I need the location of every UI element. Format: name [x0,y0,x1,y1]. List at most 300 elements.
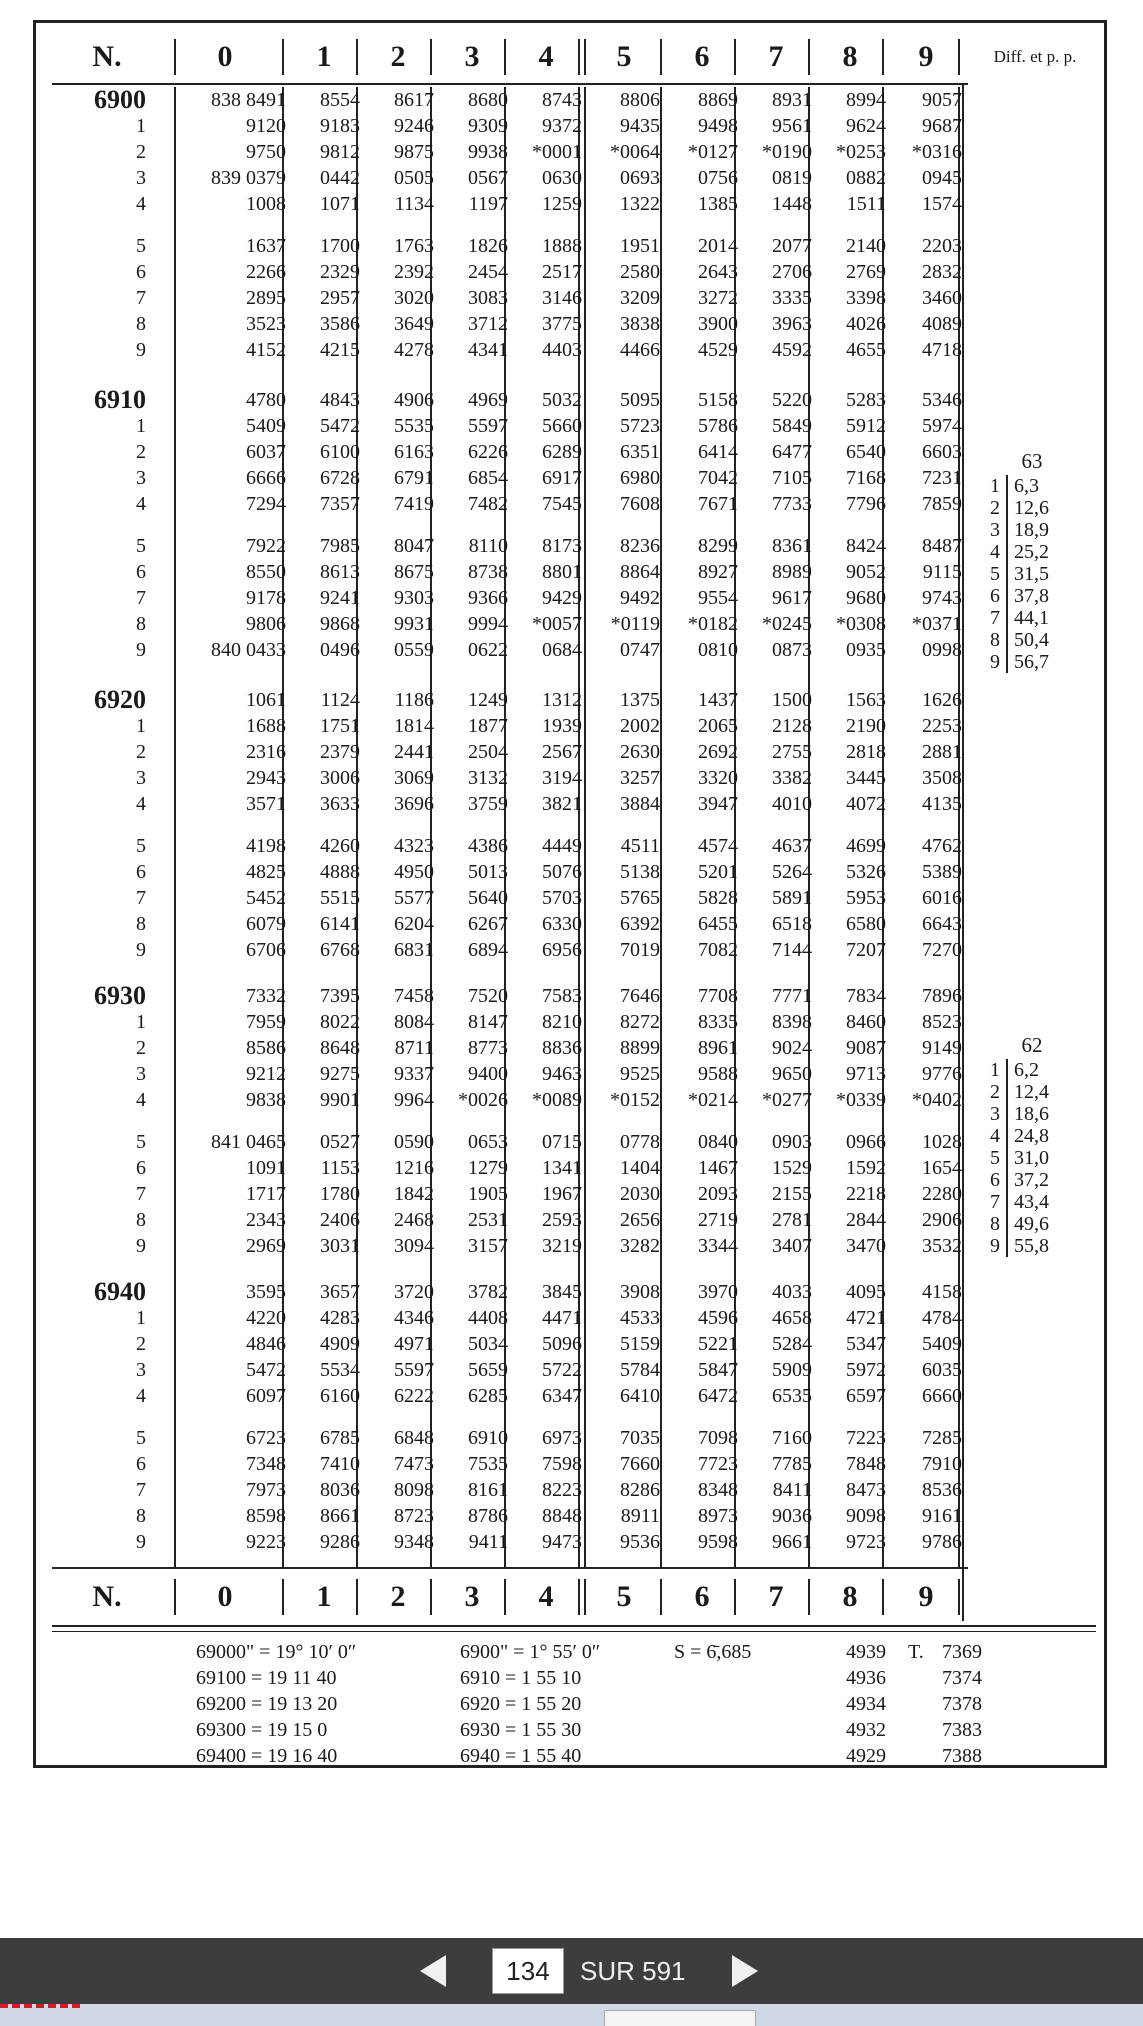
bottom-tab-strip [0,2004,1143,2026]
cell-value: 8487 [922,535,962,557]
header-n: N. [92,40,122,73]
column-rule [584,87,586,1567]
cell-value: 3069 [394,767,434,789]
row-number: 9 [136,939,146,961]
header-rule [882,1579,884,1615]
cell-value: 4950 [394,861,434,883]
cell-value: 1763 [394,235,434,257]
cell-value: 4135 [922,793,962,815]
footer-t_values-line: 7369 [942,1641,982,1663]
cell-value: 9561 [772,115,812,137]
cell-value: 6768 [320,939,360,961]
cell-value: 5597 [394,1359,434,1381]
cell-value: 7959 [246,1011,286,1033]
cell-value: 4971 [394,1333,434,1355]
cell-value: 5515 [320,887,360,909]
cell-value: 9057 [922,89,962,111]
cell-value: 1967 [542,1183,582,1205]
next-page-icon[interactable] [732,1955,758,1987]
cell-value: 3398 [846,287,886,309]
cell-value: 3094 [394,1235,434,1257]
cell-value: 5597 [468,415,508,437]
cell-value: 7834 [846,985,886,1007]
cell-value: 6037 [246,441,286,463]
cell-value: 8223 [542,1479,582,1501]
row-number: 9 [136,639,146,661]
row-number: 3 [136,767,146,789]
cell-value: 3782 [468,1281,508,1303]
cell-value: 3633 [320,793,360,815]
cell-value: 6723 [246,1427,286,1449]
column-rule [660,87,662,1567]
cell-value: *0182 [688,613,738,635]
cell-value: 9098 [846,1505,886,1527]
cell-value: 1259 [542,193,582,215]
row-number: 2 [136,1333,146,1355]
cell-value: 7583 [542,985,582,1007]
cell-value: 4278 [394,339,434,361]
cell-value: 9938 [468,141,508,163]
row-number: 9 [136,339,146,361]
cell-value: 6791 [394,467,434,489]
cell-value: 6204 [394,913,434,935]
cell-value: 1529 [772,1157,812,1179]
cell-value: 1511 [846,193,886,215]
cell-value: 8424 [846,535,886,557]
diff-key: 4 [990,1125,1000,1147]
cell-value: 2140 [846,235,886,257]
cell-value: 6518 [772,913,812,935]
cell-value: 4260 [320,835,360,857]
row-number: 8 [136,313,146,335]
header-col-0: 0 [217,40,233,73]
cell-value: 8210 [542,1011,582,1033]
cell-value: 2706 [772,261,812,283]
cell-value: 3571 [246,793,286,815]
cell-value: 0810 [698,639,738,661]
cell-value: 3821 [542,793,582,815]
cell-value: 3470 [846,1235,886,1257]
header-rule [282,1579,284,1615]
cell-value: *0214 [688,1089,738,1111]
cell-value: 1028 [922,1131,962,1153]
cell-value: 4386 [468,835,508,857]
cell-value: 1826 [468,235,508,257]
cell-value: 0903 [772,1131,812,1153]
cell-value: *0277 [762,1089,812,1111]
header-col-2: 2 [390,1580,406,1613]
cell-value: 3272 [698,287,738,309]
cell-value: 5974 [922,415,962,437]
row-number: 6 [136,861,146,883]
cell-value: 8286 [620,1479,660,1501]
row-number: 4 [136,1089,146,1111]
cell-value: 5347 [846,1333,886,1355]
cell-value: 4095 [846,1281,886,1303]
cell-value: 839 0379 [211,167,286,189]
footer-s_values-line: 4932 [846,1719,886,1741]
cell-value: 8661 [320,1505,360,1527]
cell-value: 6956 [542,939,582,961]
footer-left-line: 69200 = 19 13 20 [196,1693,338,1715]
cell-value: 8961 [698,1037,738,1059]
diff-key: 8 [990,629,1000,651]
cell-value: 9303 [394,587,434,609]
row-number: 6940 [94,1277,146,1306]
cell-value: 8473 [846,1479,886,1501]
cell-value: 2656 [620,1209,660,1231]
diff-value: 18,9 [1006,519,1074,541]
cell-value: 1341 [542,1157,582,1179]
header-col-3: 3 [464,1580,480,1613]
cell-value: 5096 [542,1333,582,1355]
cell-value: 2077 [772,235,812,257]
row-number: 4 [136,493,146,515]
cell-value: 1124 [320,689,360,711]
cell-value: 8098 [394,1479,434,1501]
cell-value: 9838 [246,1089,286,1111]
cell-value: 3031 [320,1235,360,1257]
cell-value: 9178 [246,587,286,609]
cell-value: 9868 [320,613,360,635]
diff-key: 6 [990,585,1000,607]
cell-value: 5640 [468,887,508,909]
cell-value: 4762 [922,835,962,857]
diff-value: 18,6 [1006,1103,1074,1125]
cell-value: 6472 [698,1385,738,1407]
cell-value: 7042 [698,467,738,489]
cell-value: 4026 [846,313,886,335]
header-col-6: 6 [694,40,710,73]
cell-value: 8348 [698,1479,738,1501]
cell-value: 1877 [468,715,508,737]
header-rule [958,1579,960,1615]
footer-s_values-line: 4939 [846,1641,886,1663]
cell-value: 2844 [846,1209,886,1231]
cell-value: 7473 [394,1453,434,1475]
row-number: 5 [136,535,146,557]
cell-value: 5138 [620,861,660,883]
cell-value: 3407 [772,1235,812,1257]
cell-value: 6785 [320,1427,360,1449]
cell-value: 8848 [542,1505,582,1527]
cell-value: 3720 [394,1281,434,1303]
footer-t_values-line: 7378 [942,1693,982,1715]
cell-value: *0402 [912,1089,962,1111]
cell-value: 7671 [698,493,738,515]
cell-value: 9286 [320,1531,360,1553]
cell-value: 9994 [468,613,508,635]
cell-value: 8711 [394,1037,434,1059]
header-col-9: 9 [918,1580,934,1613]
cell-value: 2895 [246,287,286,309]
cell-value: 4718 [922,339,962,361]
cell-value: 6226 [468,441,508,463]
cell-value: 7646 [620,985,660,1007]
cell-value: 9598 [698,1531,738,1553]
footer-left-line: 69400 = 19 16 40 [196,1745,338,1767]
cell-value: 1780 [320,1183,360,1205]
footer-middle-line: 6930 = 1 55 30 [460,1719,582,1741]
cell-value: 9786 [922,1531,962,1553]
cell-value: 2755 [772,741,812,763]
cell-value: 3532 [922,1235,962,1257]
cell-value: 5013 [468,861,508,883]
cell-value: 2014 [698,235,738,257]
cell-value: 8299 [698,535,738,557]
row-number: 6 [136,1157,146,1179]
header-col-4: 4 [538,40,554,73]
cell-value: 8899 [620,1037,660,1059]
cell-value: 8411 [772,1479,812,1501]
header-col-2: 2 [390,40,406,73]
cell-value: 6643 [922,913,962,935]
cell-value: 6597 [846,1385,886,1407]
cell-value: 3947 [698,793,738,815]
header-diff: Diff. et p. p. [993,47,1077,66]
cell-value: 8989 [772,561,812,583]
cell-value: 7410 [320,1453,360,1475]
row-number: 5 [136,235,146,257]
cell-value: 4780 [246,389,286,411]
cell-value: 9492 [620,587,660,609]
cell-value: 3523 [246,313,286,335]
cell-value: 1216 [394,1157,434,1179]
cell-value: 2065 [698,715,738,737]
row-number: 7 [136,887,146,909]
cell-value: 2567 [542,741,582,763]
cell-value: 8617 [394,89,434,111]
column-header-bottom [52,1571,1094,1623]
row-number: 9 [136,1235,146,1257]
column-rule [174,87,176,1567]
cell-value: 8022 [320,1011,360,1033]
cell-value: 2881 [922,741,962,763]
cell-value: 7105 [772,467,812,489]
cell-value: 0966 [846,1131,886,1153]
cell-value: 7285 [922,1427,962,1449]
cell-value: 5034 [468,1333,508,1355]
diff-value: 56,7 [1006,651,1074,673]
header-col-7: 7 [768,40,784,73]
cell-value: 6706 [246,939,286,961]
cell-value: 8738 [468,561,508,583]
diff-key: 3 [990,1103,1000,1125]
cell-value: 7223 [846,1427,886,1449]
header-col-8: 8 [842,1580,858,1613]
diff-value: 55,8 [1006,1235,1074,1257]
cell-value: 5283 [846,389,886,411]
cell-value: 2504 [468,741,508,763]
cell-value: 8680 [468,89,508,111]
cell-value: 8801 [542,561,582,583]
cell-value: 1153 [320,1157,360,1179]
cell-value: 8110 [468,535,508,557]
cell-value: *0119 [610,613,660,635]
cell-value: 5095 [620,389,660,411]
cell-value: 4408 [468,1307,508,1329]
cell-value: 5784 [620,1359,660,1381]
cell-value: 8864 [620,561,660,583]
cell-value: 5472 [246,1359,286,1381]
diff-key: 9 [990,651,1000,673]
cell-value: 6289 [542,441,582,463]
cell-value: 8994 [846,89,886,111]
cell-value: 0747 [620,639,660,661]
cell-value: 7168 [846,467,886,489]
cell-value: 1008 [246,193,286,215]
bottom-tab[interactable] [604,2010,756,2026]
row-number: 7 [136,1479,146,1501]
cell-value: 1751 [320,715,360,737]
row-number: 5 [136,1131,146,1153]
cell-value: 3445 [846,767,886,789]
diff-key: 6 [990,1169,1000,1191]
cell-value: 6910 [468,1427,508,1449]
cell-value: 7207 [846,939,886,961]
cell-value: *0026 [458,1089,508,1111]
cell-value: 3595 [246,1281,286,1303]
cell-value: 2002 [620,715,660,737]
cell-value: 6660 [922,1385,962,1407]
diff-key: 5 [990,563,1000,585]
cell-value: 6016 [922,887,962,909]
cell-value: 3460 [922,287,962,309]
cell-value: 9183 [320,115,360,137]
cell-value: 4403 [542,339,582,361]
row-number: 7 [136,1183,146,1205]
cell-value: 5076 [542,861,582,883]
footer-middle-line: 6900" = 1° 55′ 0″ [460,1641,601,1663]
previous-page-icon[interactable] [420,1955,446,1987]
cell-value: 8398 [772,1011,812,1033]
cell-value: 4533 [620,1307,660,1329]
cell-value: 7098 [698,1427,738,1449]
cell-value: 8554 [320,89,360,111]
footer-s_values-line: 4929 [846,1745,886,1767]
cell-value: 2190 [846,715,886,737]
cell-value: 7598 [542,1453,582,1475]
cell-value: *0308 [836,613,886,635]
cell-value: 7785 [772,1453,812,1475]
cell-value: 5389 [922,861,962,883]
cell-value: 6079 [246,913,286,935]
diff-title: 63 [1021,449,1043,473]
cell-value: 7973 [246,1479,286,1501]
cell-value: 8869 [698,89,738,111]
cell-value: 2580 [620,261,660,283]
cell-value: 1626 [922,689,962,711]
cell-value: 7896 [922,985,962,1007]
cell-value: 1688 [246,715,286,737]
cell-value: 4592 [772,339,812,361]
cell-value: 9435 [620,115,660,137]
diff-key: 9 [990,1235,1000,1257]
row-number: 3 [136,167,146,189]
header-rule [504,1579,506,1615]
row-number: 6930 [94,981,146,1010]
cell-value: 2957 [320,287,360,309]
cell-value: 3006 [320,767,360,789]
diff-value: 24,8 [1006,1125,1074,1147]
cell-value: 4784 [922,1307,962,1329]
cell-value: 6351 [620,441,660,463]
footer-s_values-line: 4934 [846,1693,886,1715]
cell-value: 0840 [698,1131,738,1153]
footer-t_values-line: 7388 [942,1745,982,1767]
header-rule [430,1579,432,1615]
cell-value: 7859 [922,493,962,515]
cell-value: 2343 [246,1209,286,1231]
cell-value: 5409 [246,415,286,437]
header-col-0: 0 [217,1580,233,1613]
cell-value: 1951 [620,235,660,257]
cell-value: 1637 [246,235,286,257]
row-number: 3 [136,1063,146,1085]
cell-value: 1134 [394,193,434,215]
cell-value: 9411 [468,1531,508,1553]
cell-value: 3649 [394,313,434,335]
cell-value: 3970 [698,1281,738,1303]
cell-value: 7733 [772,493,812,515]
table-rule [52,83,968,85]
cell-value: 6894 [468,939,508,961]
cell-value: 8460 [846,1011,886,1033]
cell-value: 9525 [620,1063,660,1085]
cell-value: 9588 [698,1063,738,1085]
row-number: 4 [136,793,146,815]
cell-value: *0001 [532,141,582,163]
cell-value: 7348 [246,1453,286,1475]
cell-value: 2781 [772,1209,812,1231]
header-rule [882,39,884,75]
cell-value: 1592 [846,1157,886,1179]
cell-value: 0945 [922,167,962,189]
cell-value: *0089 [532,1089,582,1111]
cell-value: 3845 [542,1281,582,1303]
cell-value: 1717 [246,1183,286,1205]
cell-value: 6973 [542,1427,582,1449]
cell-value: 6100 [320,441,360,463]
cell-value: 4341 [468,339,508,361]
cell-value: 4906 [394,389,434,411]
page-number-input[interactable]: 134 [492,1948,564,1994]
row-number: 1 [136,1307,146,1329]
header-rule [578,39,580,75]
header-rule [356,1579,358,1615]
footer-s_values-line: 4936 [846,1667,886,1689]
diff-key: 3 [990,519,1000,541]
cell-value: 2643 [698,261,738,283]
cell-value: 5032 [542,389,582,411]
cell-value: 3963 [772,313,812,335]
header-col-5: 5 [616,40,632,73]
cell-value: 0935 [846,639,886,661]
cell-value: 7922 [246,535,286,557]
cell-value: 2155 [772,1183,812,1205]
row-number: 8 [136,1505,146,1527]
cell-value: 1091 [246,1157,286,1179]
cell-value: 5472 [320,415,360,437]
cell-value: 5723 [620,415,660,437]
cell-value: 7910 [922,1453,962,1475]
row-number: 9 [136,1531,146,1553]
cell-value: 2943 [246,767,286,789]
header-rule [430,39,432,75]
header-col-7: 7 [768,1580,784,1613]
cell-value: 0622 [468,639,508,661]
cell-value: *0245 [762,613,812,635]
